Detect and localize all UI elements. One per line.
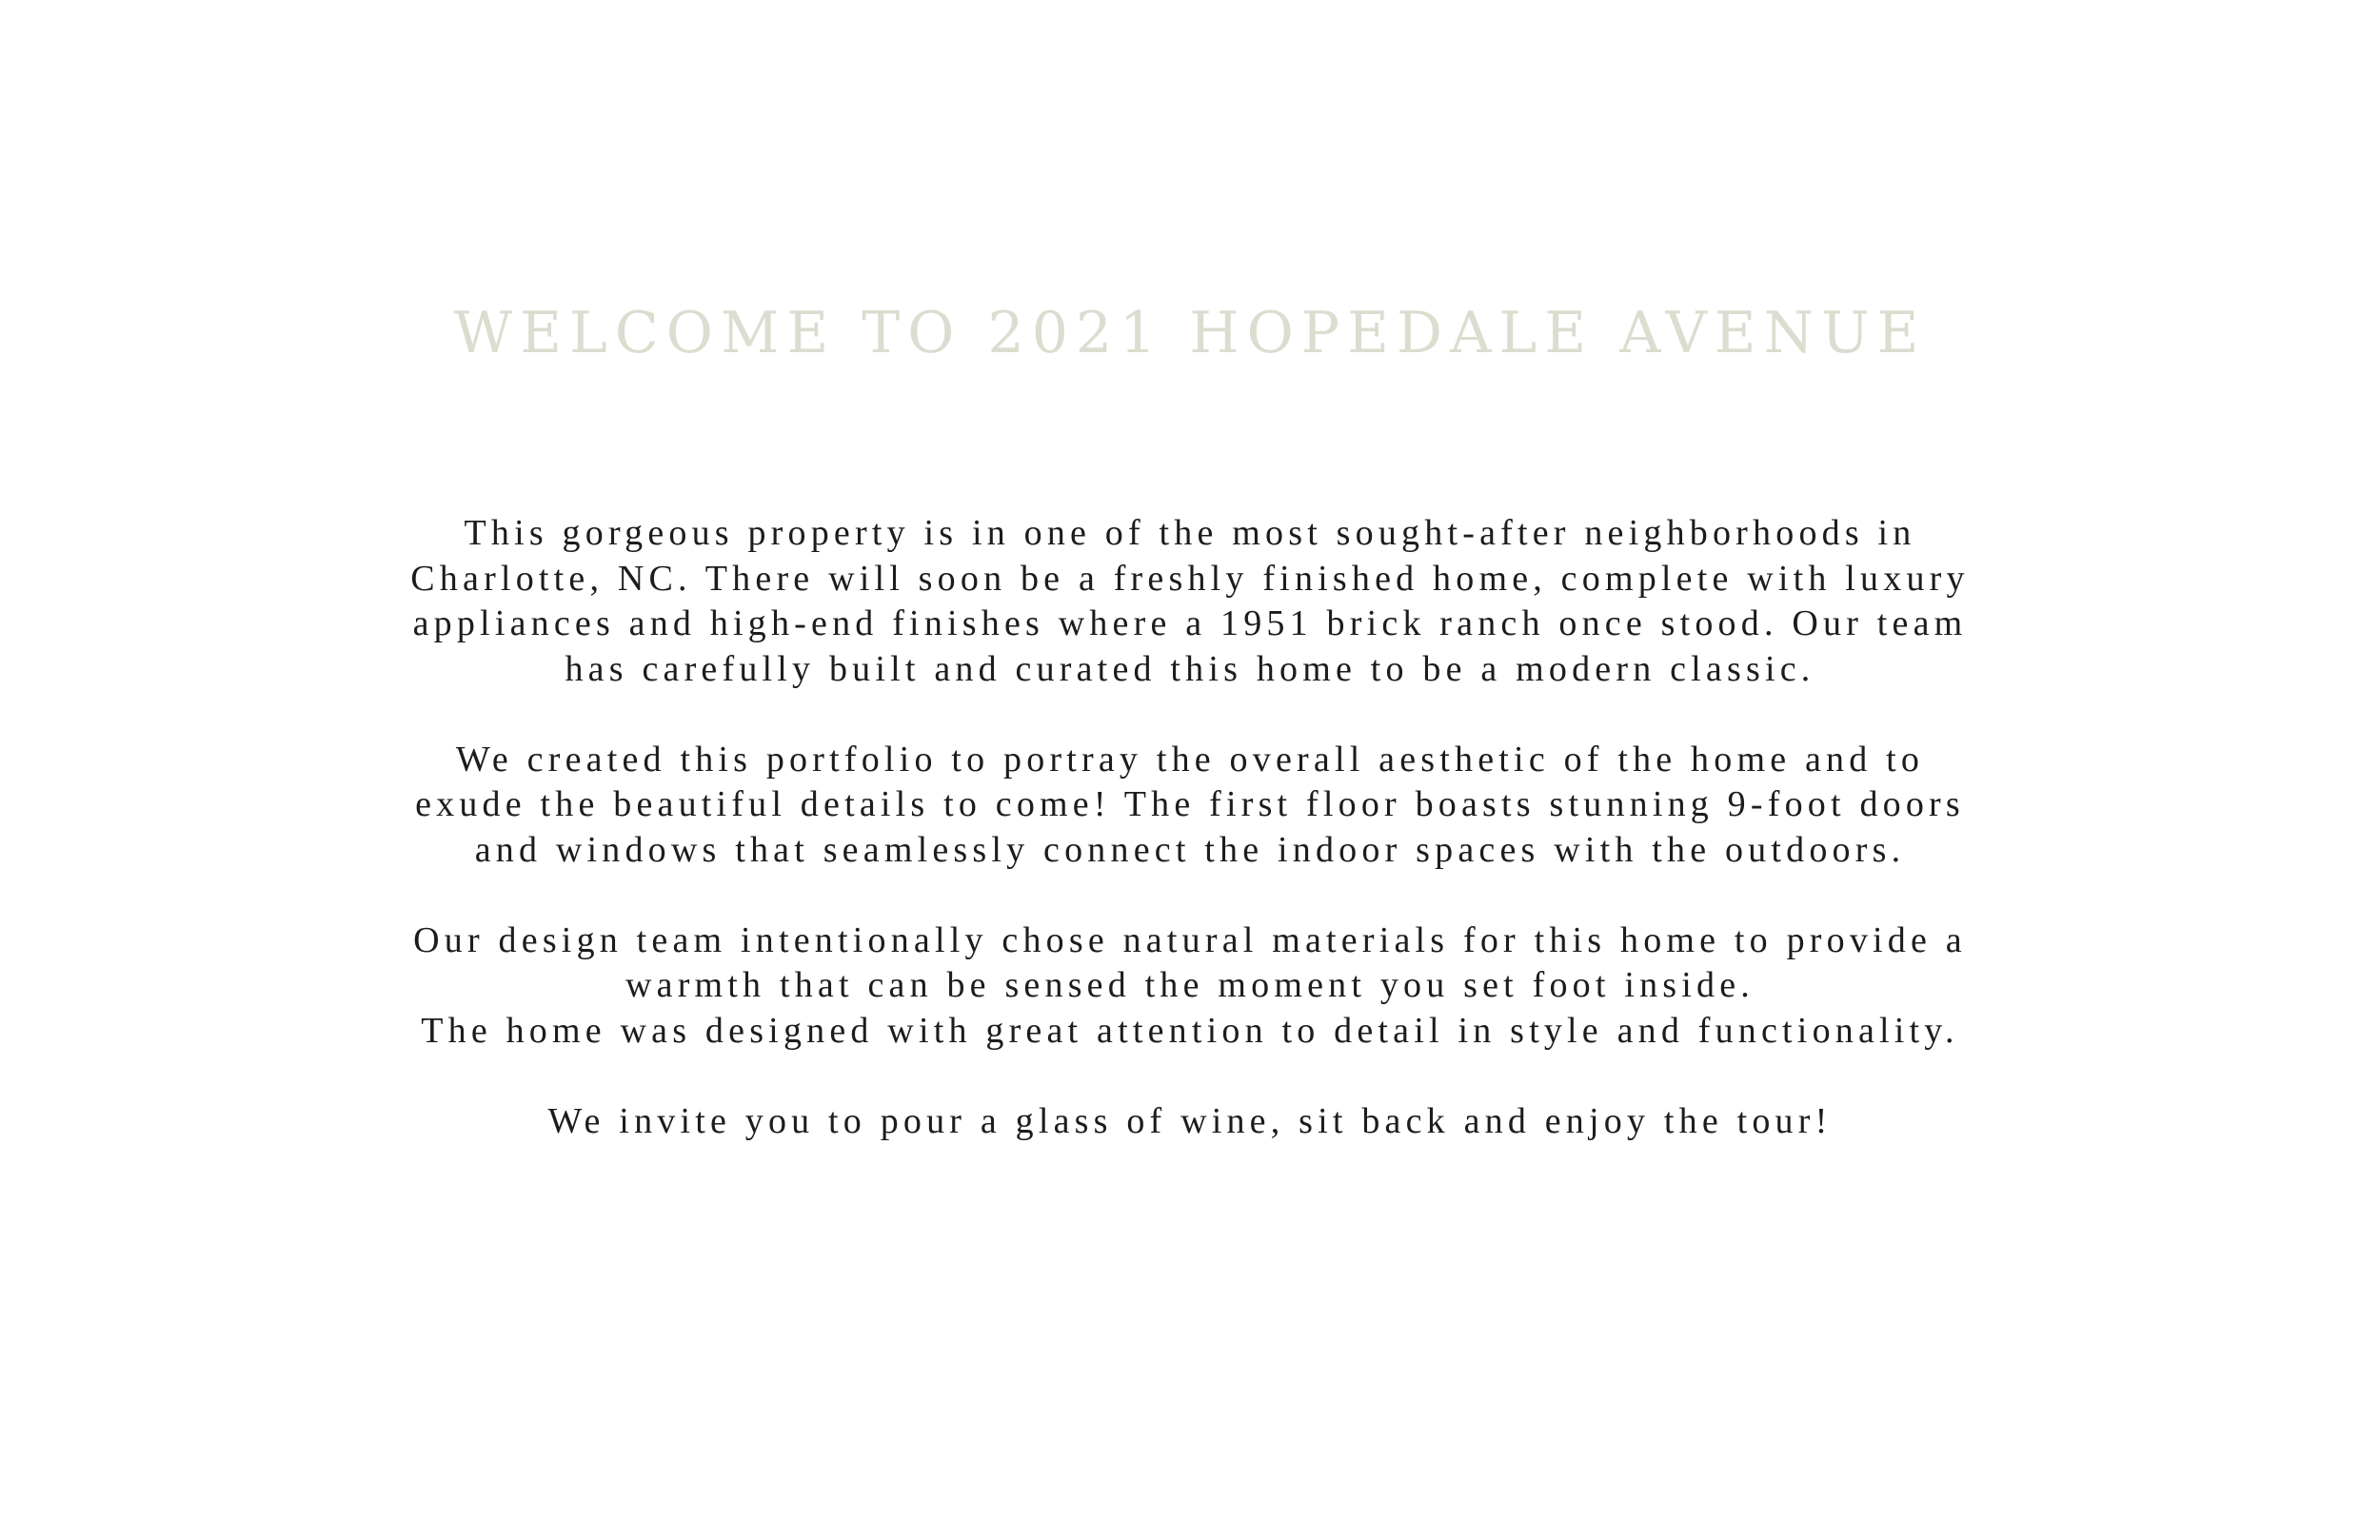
paragraph-design-team <box>314 918 2066 1055</box>
page-title: WELCOME TO 2021 HOPEDALE AVENUE <box>453 300 1927 366</box>
text-line: Charlotte, NC. There will soon be a freshly finished home, complete with luxury <box>410 558 1970 599</box>
text-line: Our design team intentionally chose natural materials for this home to provide a <box>413 919 1967 960</box>
text-line: exude the beautiful details to come! The first floor boasts stunning 9-foot doors <box>415 784 1965 824</box>
text-line: We created this portfolio to portray the overall aesthetic of the home and to <box>455 739 1925 780</box>
paragraph-portfolio <box>314 738 2066 874</box>
text-line: has carefully built and curated this home to be a modern classic. <box>565 648 1815 689</box>
text-line: We invite you to pour a glass of wine, sit back and enjoy the tour! <box>547 1100 1833 1141</box>
paragraph-invitation <box>314 1099 2066 1145</box>
text-line: warmth that can be sensed the moment you set foot inside. <box>625 965 1755 1005</box>
text-line: and windows that seamlessly connect the indoor spaces with the outdoors. <box>474 829 1906 870</box>
text-line: appliances and high-end finishes where a 1951 brick ranch once stood. Our team <box>412 603 1968 643</box>
intro-text <box>314 511 2066 1190</box>
paragraph-property-intro <box>314 511 2066 692</box>
text-line: This gorgeous property is in one of the most sought-after neighborhoods in <box>464 513 1916 553</box>
text-line: The home was designed with great attention to detail in style and functionality. <box>421 1010 1959 1051</box>
